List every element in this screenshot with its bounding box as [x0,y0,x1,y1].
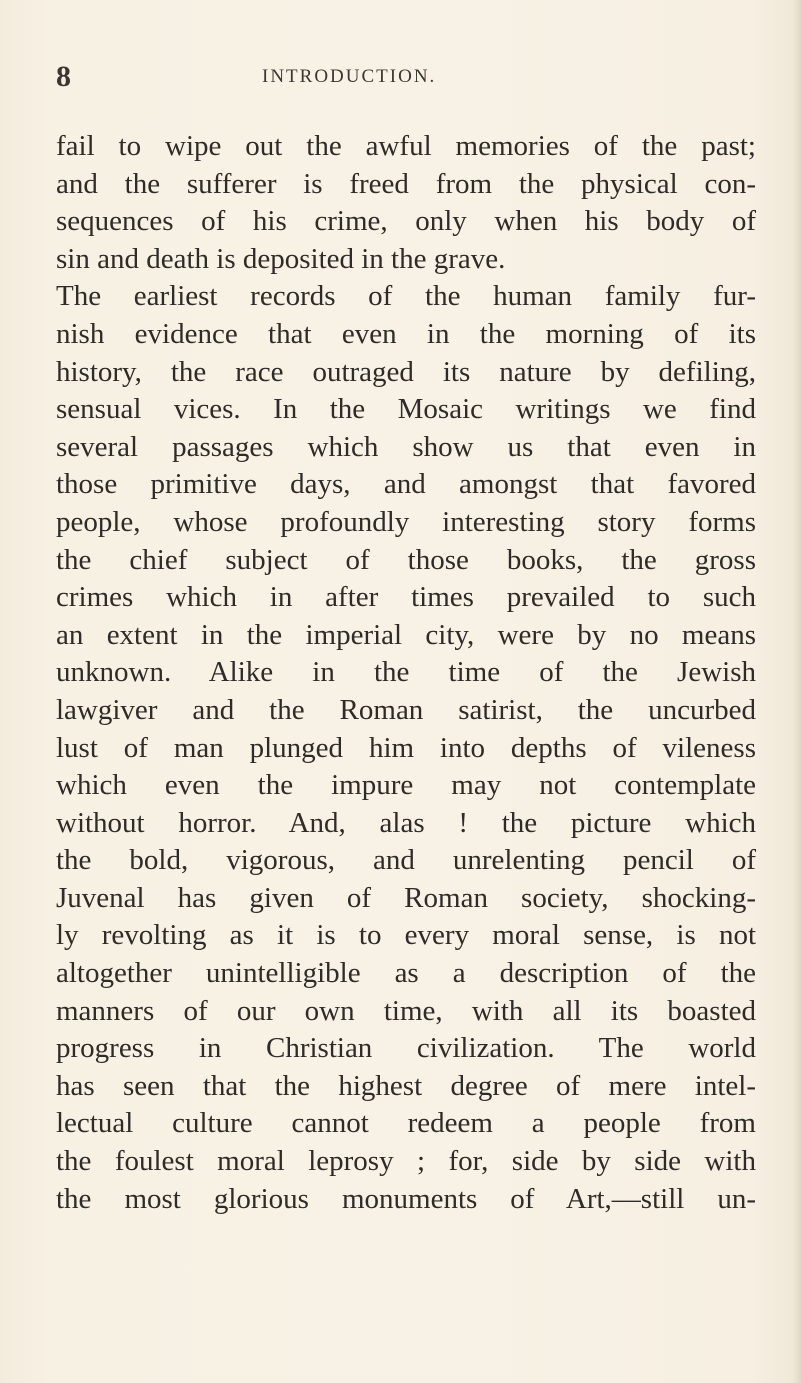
body-text [56,128,756,1218]
text-line: the bold, vigorous, and unrelenting pencil of [56,844,756,877]
text-line: The earliest records of the human family fur- [56,280,756,313]
text-line: lectual culture cannot redeem a people from [56,1107,756,1140]
running-head: INTRODUCTION. [262,66,437,87]
text-line: and the sufferer is freed from the physical con- [56,167,756,200]
text-line: sin and death is deposited in the grave. [56,242,506,275]
text-line: which even the impure may not contemplate [56,769,756,802]
text-line: several passages which show us that even in [56,430,756,463]
text-line: progress in Christian civilization. The world [56,1032,756,1065]
text-line: sensual vices. In the Mosaic writings we find [56,393,756,426]
text-line: lawgiver and the Roman satirist, the uncurbed [56,693,756,726]
text-line: nish evidence that even in the morning of its [56,317,756,350]
text-line: the chief subject of those books, the gross [56,543,756,576]
text-line: an extent in the imperial city, were by no means [56,618,756,651]
text-line: Juvenal has given of Roman society, shocking- [56,881,756,914]
text-line: sequences of his crime, only when his body of [56,205,756,238]
text-line: crimes which in after times prevailed to such [56,581,756,614]
text-line: unknown. Alike in the time of the Jewish [56,656,756,689]
text-line: without horror. And, alas ! the picture which [56,806,756,839]
text-line: manners of our own time, with all its boasted [56,994,756,1027]
page-edge-shadow [793,0,801,1383]
text-line: those primitive days, and amongst that favored [56,468,756,501]
text-line: ly revolting as it is to every moral sense, is not [56,919,756,952]
text-line: the foulest moral leprosy ; for, side by side with [56,1145,756,1178]
text-line: fail to wipe out the awful memories of the past; [56,130,756,162]
text-line: lust of man plunged him into depths of vileness [56,731,756,764]
page-number: 8 [56,60,71,93]
text-line: the most glorious monuments of Art,—still un- [56,1182,756,1215]
text-line: people, whose profoundly interesting story forms [56,505,756,538]
text-line: has seen that the highest degree of mere intel- [56,1069,756,1102]
text-line: altogether unintelligible as a description of the [56,957,756,990]
text-line: history, the race outraged its nature by defiling, [56,355,756,388]
